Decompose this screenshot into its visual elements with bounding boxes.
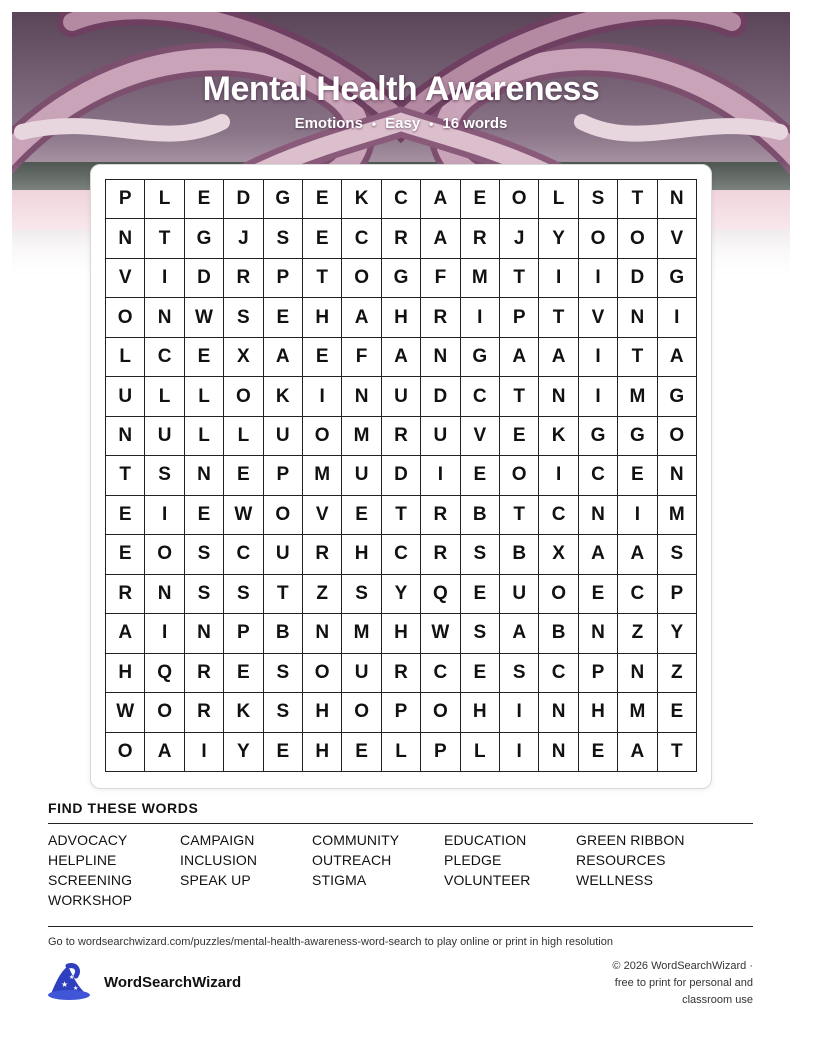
grid-cell[interactable]: N (303, 614, 342, 653)
grid-cell[interactable]: Z (303, 575, 342, 614)
grid-cell[interactable]: A (618, 535, 657, 574)
grid-cell[interactable]: G (264, 180, 303, 219)
grid-cell[interactable]: I (658, 298, 697, 337)
grid-cell[interactable]: B (539, 614, 578, 653)
grid-cell[interactable]: E (303, 338, 342, 377)
grid-cell[interactable]: S (461, 614, 500, 653)
grid-cell[interactable]: B (461, 496, 500, 535)
grid-cell[interactable]: I (461, 298, 500, 337)
puzzle-meta (12, 115, 790, 132)
grid-cell[interactable]: K (264, 377, 303, 416)
grid-cell[interactable]: U (382, 377, 421, 416)
grid-cell[interactable]: H (303, 298, 342, 337)
grid-cell[interactable]: P (264, 259, 303, 298)
word-list (48, 832, 753, 908)
svg-text:★: ★ (69, 974, 75, 981)
grid-cell[interactable]: E (303, 219, 342, 258)
grid-cell[interactable]: D (185, 259, 224, 298)
grid-cell[interactable]: E (224, 456, 263, 495)
grid-cell[interactable]: S (185, 575, 224, 614)
grid-cell[interactable]: A (382, 338, 421, 377)
grid-cell[interactable]: N (185, 614, 224, 653)
grid-cell[interactable]: C (618, 575, 657, 614)
grid-cell[interactable]: I (539, 456, 578, 495)
grid-cell[interactable]: I (421, 456, 460, 495)
grid-cell[interactable]: C (382, 535, 421, 574)
grid-cell[interactable]: A (145, 733, 184, 772)
grid-cell[interactable]: Y (539, 219, 578, 258)
grid-cell[interactable]: A (106, 614, 145, 653)
word-list-item: GREEN RIBBON (576, 832, 685, 848)
brand[interactable] (46, 962, 241, 1002)
svg-text:★: ★ (61, 980, 69, 989)
grid-cell[interactable]: S (224, 298, 263, 337)
grid-cell[interactable]: R (185, 693, 224, 732)
grid-cell[interactable]: E (303, 180, 342, 219)
grid-cell[interactable]: R (224, 259, 263, 298)
grid-cell[interactable]: M (618, 693, 657, 732)
grid-cell[interactable]: O (618, 219, 657, 258)
grid-cell[interactable]: E (461, 456, 500, 495)
grid-cell[interactable]: T (618, 338, 657, 377)
grid-cell[interactable]: H (342, 535, 381, 574)
word-list-item: VOLUNTEER (444, 872, 531, 888)
grid-cell[interactable]: R (382, 417, 421, 456)
grid-cell[interactable]: Y (224, 733, 263, 772)
grid-cell[interactable]: L (145, 180, 184, 219)
grid-cell[interactable]: N (106, 417, 145, 456)
grid-cell[interactable]: S (264, 219, 303, 258)
grid-cell[interactable]: F (342, 338, 381, 377)
grid-cell[interactable]: N (579, 614, 618, 653)
grid-cell[interactable]: L (382, 733, 421, 772)
word-list-item: SCREENING (48, 872, 133, 888)
grid-cell[interactable]: A (618, 733, 657, 772)
grid-cell[interactable]: E (106, 535, 145, 574)
word-list-item: HELPLINE (48, 852, 117, 868)
grid-cell[interactable]: K (224, 693, 263, 732)
grid-cell[interactable]: I (539, 259, 578, 298)
grid-cell[interactable]: E (618, 456, 657, 495)
grid-cell[interactable]: E (342, 733, 381, 772)
difficulty-label: Easy (385, 115, 421, 132)
grid-cell[interactable]: P (382, 693, 421, 732)
grid-cell[interactable]: U (264, 535, 303, 574)
grid-cell[interactable]: E (461, 180, 500, 219)
grid-cell[interactable]: I (579, 259, 618, 298)
grid-cell[interactable]: C (145, 338, 184, 377)
grid-cell[interactable]: O (264, 496, 303, 535)
grid-cell[interactable]: T (500, 496, 539, 535)
grid-cell[interactable]: E (264, 733, 303, 772)
grid-cell[interactable]: A (539, 338, 578, 377)
grid-cell[interactable]: H (382, 298, 421, 337)
grid-cell[interactable]: E (658, 693, 697, 732)
word-list-item: STIGMA (312, 872, 367, 888)
grid-cell[interactable]: I (145, 259, 184, 298)
svg-text:★: ★ (73, 985, 79, 992)
grid-cell[interactable]: S (579, 180, 618, 219)
grid-cell[interactable]: A (579, 535, 618, 574)
grid-cell[interactable]: C (421, 654, 460, 693)
word-list-item: COMMUNITY (312, 832, 400, 848)
copyright (573, 958, 753, 1009)
grid-cell[interactable]: V (303, 496, 342, 535)
word-list-item: SPEAK UP (180, 872, 251, 888)
brand-name: WordSearchWizard (104, 973, 242, 991)
grid-cell[interactable]: M (303, 456, 342, 495)
grid-cell[interactable]: U (421, 417, 460, 456)
grid-cell[interactable]: I (500, 693, 539, 732)
grid-cell[interactable]: Y (382, 575, 421, 614)
grid-cell[interactable]: P (500, 298, 539, 337)
grid-cell[interactable]: H (461, 693, 500, 732)
grid-cell[interactable]: A (500, 338, 539, 377)
grid-cell[interactable]: G (461, 338, 500, 377)
grid-cell[interactable]: G (185, 219, 224, 258)
grid-cell[interactable]: A (264, 338, 303, 377)
grid-cell[interactable]: C (382, 180, 421, 219)
word-list-item: ADVOCACY (48, 832, 128, 848)
grid-cell[interactable]: U (145, 417, 184, 456)
grid-cell[interactable]: T (145, 219, 184, 258)
grid-cell[interactable]: I (185, 733, 224, 772)
grid-cell[interactable]: O (303, 654, 342, 693)
grid-cell[interactable]: D (382, 456, 421, 495)
grid-cell[interactable]: S (264, 654, 303, 693)
grid-cell[interactable]: B (264, 614, 303, 653)
copyright-line: free to print for personal and (614, 977, 753, 989)
grid-cell[interactable]: O (342, 259, 381, 298)
grid-cell[interactable]: T (658, 733, 697, 772)
grid-cell[interactable]: W (106, 693, 145, 732)
grid-cell[interactable]: S (342, 575, 381, 614)
grid-cell[interactable]: I (579, 377, 618, 416)
grid-cell[interactable]: D (618, 259, 657, 298)
grid-cell[interactable]: S (264, 693, 303, 732)
grid-cell[interactable]: D (421, 377, 460, 416)
grid-cell[interactable]: N (145, 575, 184, 614)
grid-cell[interactable]: Z (658, 654, 697, 693)
grid-cell[interactable]: U (106, 377, 145, 416)
grid-cell[interactable]: E (224, 654, 263, 693)
grid-cell[interactable]: T (618, 180, 657, 219)
grid-cell[interactable]: L (461, 733, 500, 772)
grid-cell[interactable]: O (145, 693, 184, 732)
grid-cell[interactable]: V (461, 417, 500, 456)
grid-cell[interactable]: V (658, 219, 697, 258)
grid-cell[interactable]: N (539, 377, 578, 416)
grid-cell[interactable]: T (382, 496, 421, 535)
grid-cell[interactable]: V (579, 298, 618, 337)
grid-cell[interactable]: E (579, 733, 618, 772)
grid-cell[interactable]: C (539, 654, 578, 693)
grid-cell[interactable]: I (500, 733, 539, 772)
grid-cell[interactable]: R (421, 298, 460, 337)
grid-cell[interactable]: X (539, 535, 578, 574)
grid-cell[interactable]: M (618, 377, 657, 416)
grid-cell[interactable]: B (500, 535, 539, 574)
grid-cell[interactable]: A (342, 298, 381, 337)
grid-cell[interactable]: Y (658, 614, 697, 653)
theme-label: Emotions (294, 115, 363, 132)
grid-cell[interactable]: O (224, 377, 263, 416)
grid-cell[interactable]: E (185, 338, 224, 377)
grid-cell[interactable]: O (658, 417, 697, 456)
grid-cell[interactable]: O (421, 693, 460, 732)
grid-cell[interactable]: O (579, 219, 618, 258)
grid-cell[interactable]: A (500, 614, 539, 653)
grid-cell[interactable]: O (342, 693, 381, 732)
grid-cell[interactable]: S (500, 654, 539, 693)
grid-cell[interactable]: G (382, 259, 421, 298)
grid-cell[interactable]: G (579, 417, 618, 456)
grid-cell[interactable]: U (500, 575, 539, 614)
grid-cell[interactable]: E (461, 654, 500, 693)
grid-cell[interactable]: E (461, 575, 500, 614)
word-list-item: EDUCATION (444, 832, 527, 848)
footer-link-text[interactable]: Go to wordsearchwizard.com/puzzles/mental-health-awareness-word-search to play online or print in high resolution (48, 936, 613, 948)
grid-cell[interactable]: H (382, 614, 421, 653)
grid-cell[interactable]: P (579, 654, 618, 693)
grid-cell[interactable]: L (539, 180, 578, 219)
grid-cell[interactable]: H (303, 693, 342, 732)
grid-cell[interactable]: J (500, 219, 539, 258)
grid-cell[interactable]: I (303, 377, 342, 416)
grid-cell[interactable]: M (342, 417, 381, 456)
grid-cell[interactable]: C (461, 377, 500, 416)
grid-cell[interactable]: W (185, 298, 224, 337)
grid-cell[interactable]: S (461, 535, 500, 574)
grid-cell[interactable]: M (342, 614, 381, 653)
grid-cell[interactable]: S (658, 535, 697, 574)
grid-cell[interactable]: L (185, 377, 224, 416)
word-list-item: RESOURCES (576, 852, 666, 868)
word-list-item: INCLUSION (180, 852, 258, 868)
grid-cell[interactable]: L (185, 417, 224, 456)
page-title: Mental Health Awareness (202, 70, 600, 108)
grid-cell[interactable]: E (264, 298, 303, 337)
grid-cell[interactable]: O (106, 733, 145, 772)
grid-cell[interactable]: I (145, 496, 184, 535)
grid-cell[interactable]: S (145, 456, 184, 495)
grid-cell[interactable]: C (342, 219, 381, 258)
word-list-item: PLEDGE (444, 852, 502, 868)
grid-cell[interactable]: T (539, 298, 578, 337)
word-list-item: CAMPAIGN (180, 832, 255, 848)
grid-cell[interactable]: N (539, 693, 578, 732)
grid-cell[interactable]: R (185, 654, 224, 693)
grid-cell[interactable]: R (421, 535, 460, 574)
grid-cell[interactable]: L (145, 377, 184, 416)
grid-cell[interactable]: E (106, 496, 145, 535)
word-count-label: 16 words (442, 115, 508, 132)
grid-cell[interactable]: Z (618, 614, 657, 653)
wizard-hat-icon (46, 962, 92, 1002)
grid-cell[interactable]: G (658, 259, 697, 298)
letter-grid (105, 179, 697, 772)
grid-cell[interactable]: C (539, 496, 578, 535)
grid-cell[interactable]: R (421, 496, 460, 535)
grid-cell[interactable]: U (342, 456, 381, 495)
word-list-heading: FIND THESE WORDS (48, 800, 199, 816)
grid-cell[interactable]: A (421, 219, 460, 258)
grid-cell[interactable]: E (500, 417, 539, 456)
grid-cell[interactable]: W (224, 496, 263, 535)
grid-cell[interactable]: E (579, 575, 618, 614)
grid-cell[interactable]: E (185, 180, 224, 219)
grid-cell[interactable]: O (145, 535, 184, 574)
word-list-item: WELLNESS (576, 872, 654, 888)
grid-cell[interactable]: L (224, 417, 263, 456)
grid-cell[interactable]: R (303, 535, 342, 574)
grid-cell[interactable]: M (461, 259, 500, 298)
grid-cell[interactable]: R (382, 219, 421, 258)
divider (48, 926, 753, 927)
grid-cell[interactable]: N (145, 298, 184, 337)
grid-cell[interactable]: M (658, 496, 697, 535)
grid-cell[interactable]: N (185, 456, 224, 495)
grid-cell[interactable]: O (539, 575, 578, 614)
grid-cell[interactable]: I (145, 614, 184, 653)
grid-cell[interactable]: N (658, 456, 697, 495)
copyright-line: © 2026 WordSearchWizard · (612, 960, 753, 972)
grid-cell[interactable]: E (342, 496, 381, 535)
grid-cell[interactable]: P (658, 575, 697, 614)
grid-cell[interactable]: R (461, 219, 500, 258)
grid-cell[interactable]: T (303, 259, 342, 298)
grid-cell[interactable]: I (618, 496, 657, 535)
grid-cell[interactable]: N (618, 654, 657, 693)
meta-separator: • (429, 117, 434, 131)
grid-cell[interactable]: H (303, 733, 342, 772)
copyright-line: classroom use (682, 994, 753, 1006)
grid-cell[interactable]: G (658, 377, 697, 416)
word-list-item: OUTREACH (312, 852, 392, 868)
grid-cell[interactable]: P (421, 733, 460, 772)
grid-cell[interactable]: P (106, 180, 145, 219)
grid-cell[interactable]: N (579, 496, 618, 535)
grid-cell[interactable]: O (500, 456, 539, 495)
grid-cell[interactable]: Q (145, 654, 184, 693)
grid-cell[interactable]: T (106, 456, 145, 495)
grid-cell[interactable]: F (421, 259, 460, 298)
grid-cell[interactable]: H (106, 654, 145, 693)
grid-cell[interactable]: X (224, 338, 263, 377)
grid-cell[interactable]: N (658, 180, 697, 219)
grid-cell[interactable]: W (421, 614, 460, 653)
grid-cell[interactable]: A (421, 180, 460, 219)
grid-cell[interactable]: Q (421, 575, 460, 614)
grid-cell[interactable]: D (224, 180, 263, 219)
grid-cell[interactable]: U (342, 654, 381, 693)
puzzle-card (90, 164, 712, 789)
grid-cell[interactable]: U (264, 417, 303, 456)
meta-separator: • (371, 117, 377, 131)
grid-cell[interactable]: P (224, 614, 263, 653)
grid-cell[interactable]: K (342, 180, 381, 219)
grid-cell[interactable]: L (106, 338, 145, 377)
grid-cell[interactable]: R (106, 575, 145, 614)
grid-cell[interactable]: N (539, 733, 578, 772)
grid-cell[interactable]: N (342, 377, 381, 416)
divider (48, 823, 753, 824)
grid-cell[interactable]: G (618, 417, 657, 456)
grid-cell[interactable]: V (106, 259, 145, 298)
grid-cell[interactable]: R (382, 654, 421, 693)
grid-cell[interactable]: O (500, 180, 539, 219)
grid-cell[interactable]: H (579, 693, 618, 732)
grid-cell[interactable]: C (579, 456, 618, 495)
grid-cell[interactable]: C (224, 535, 263, 574)
grid-cell[interactable]: S (224, 575, 263, 614)
grid-cell[interactable]: N (618, 298, 657, 337)
grid-cell[interactable]: I (579, 338, 618, 377)
grid-cell[interactable]: A (658, 338, 697, 377)
grid-cell[interactable]: N (421, 338, 460, 377)
grid-cell[interactable]: J (224, 219, 263, 258)
grid-cell[interactable]: P (264, 456, 303, 495)
grid-cell[interactable]: T (500, 377, 539, 416)
grid-cell[interactable]: N (106, 219, 145, 258)
grid-cell[interactable]: T (500, 259, 539, 298)
grid-cell[interactable]: S (185, 535, 224, 574)
grid-cell[interactable]: K (539, 417, 578, 456)
word-list-item: WORKSHOP (48, 892, 133, 908)
grid-cell[interactable]: O (303, 417, 342, 456)
grid-cell[interactable]: T (264, 575, 303, 614)
grid-cell[interactable]: E (185, 496, 224, 535)
grid-cell[interactable]: O (106, 298, 145, 337)
